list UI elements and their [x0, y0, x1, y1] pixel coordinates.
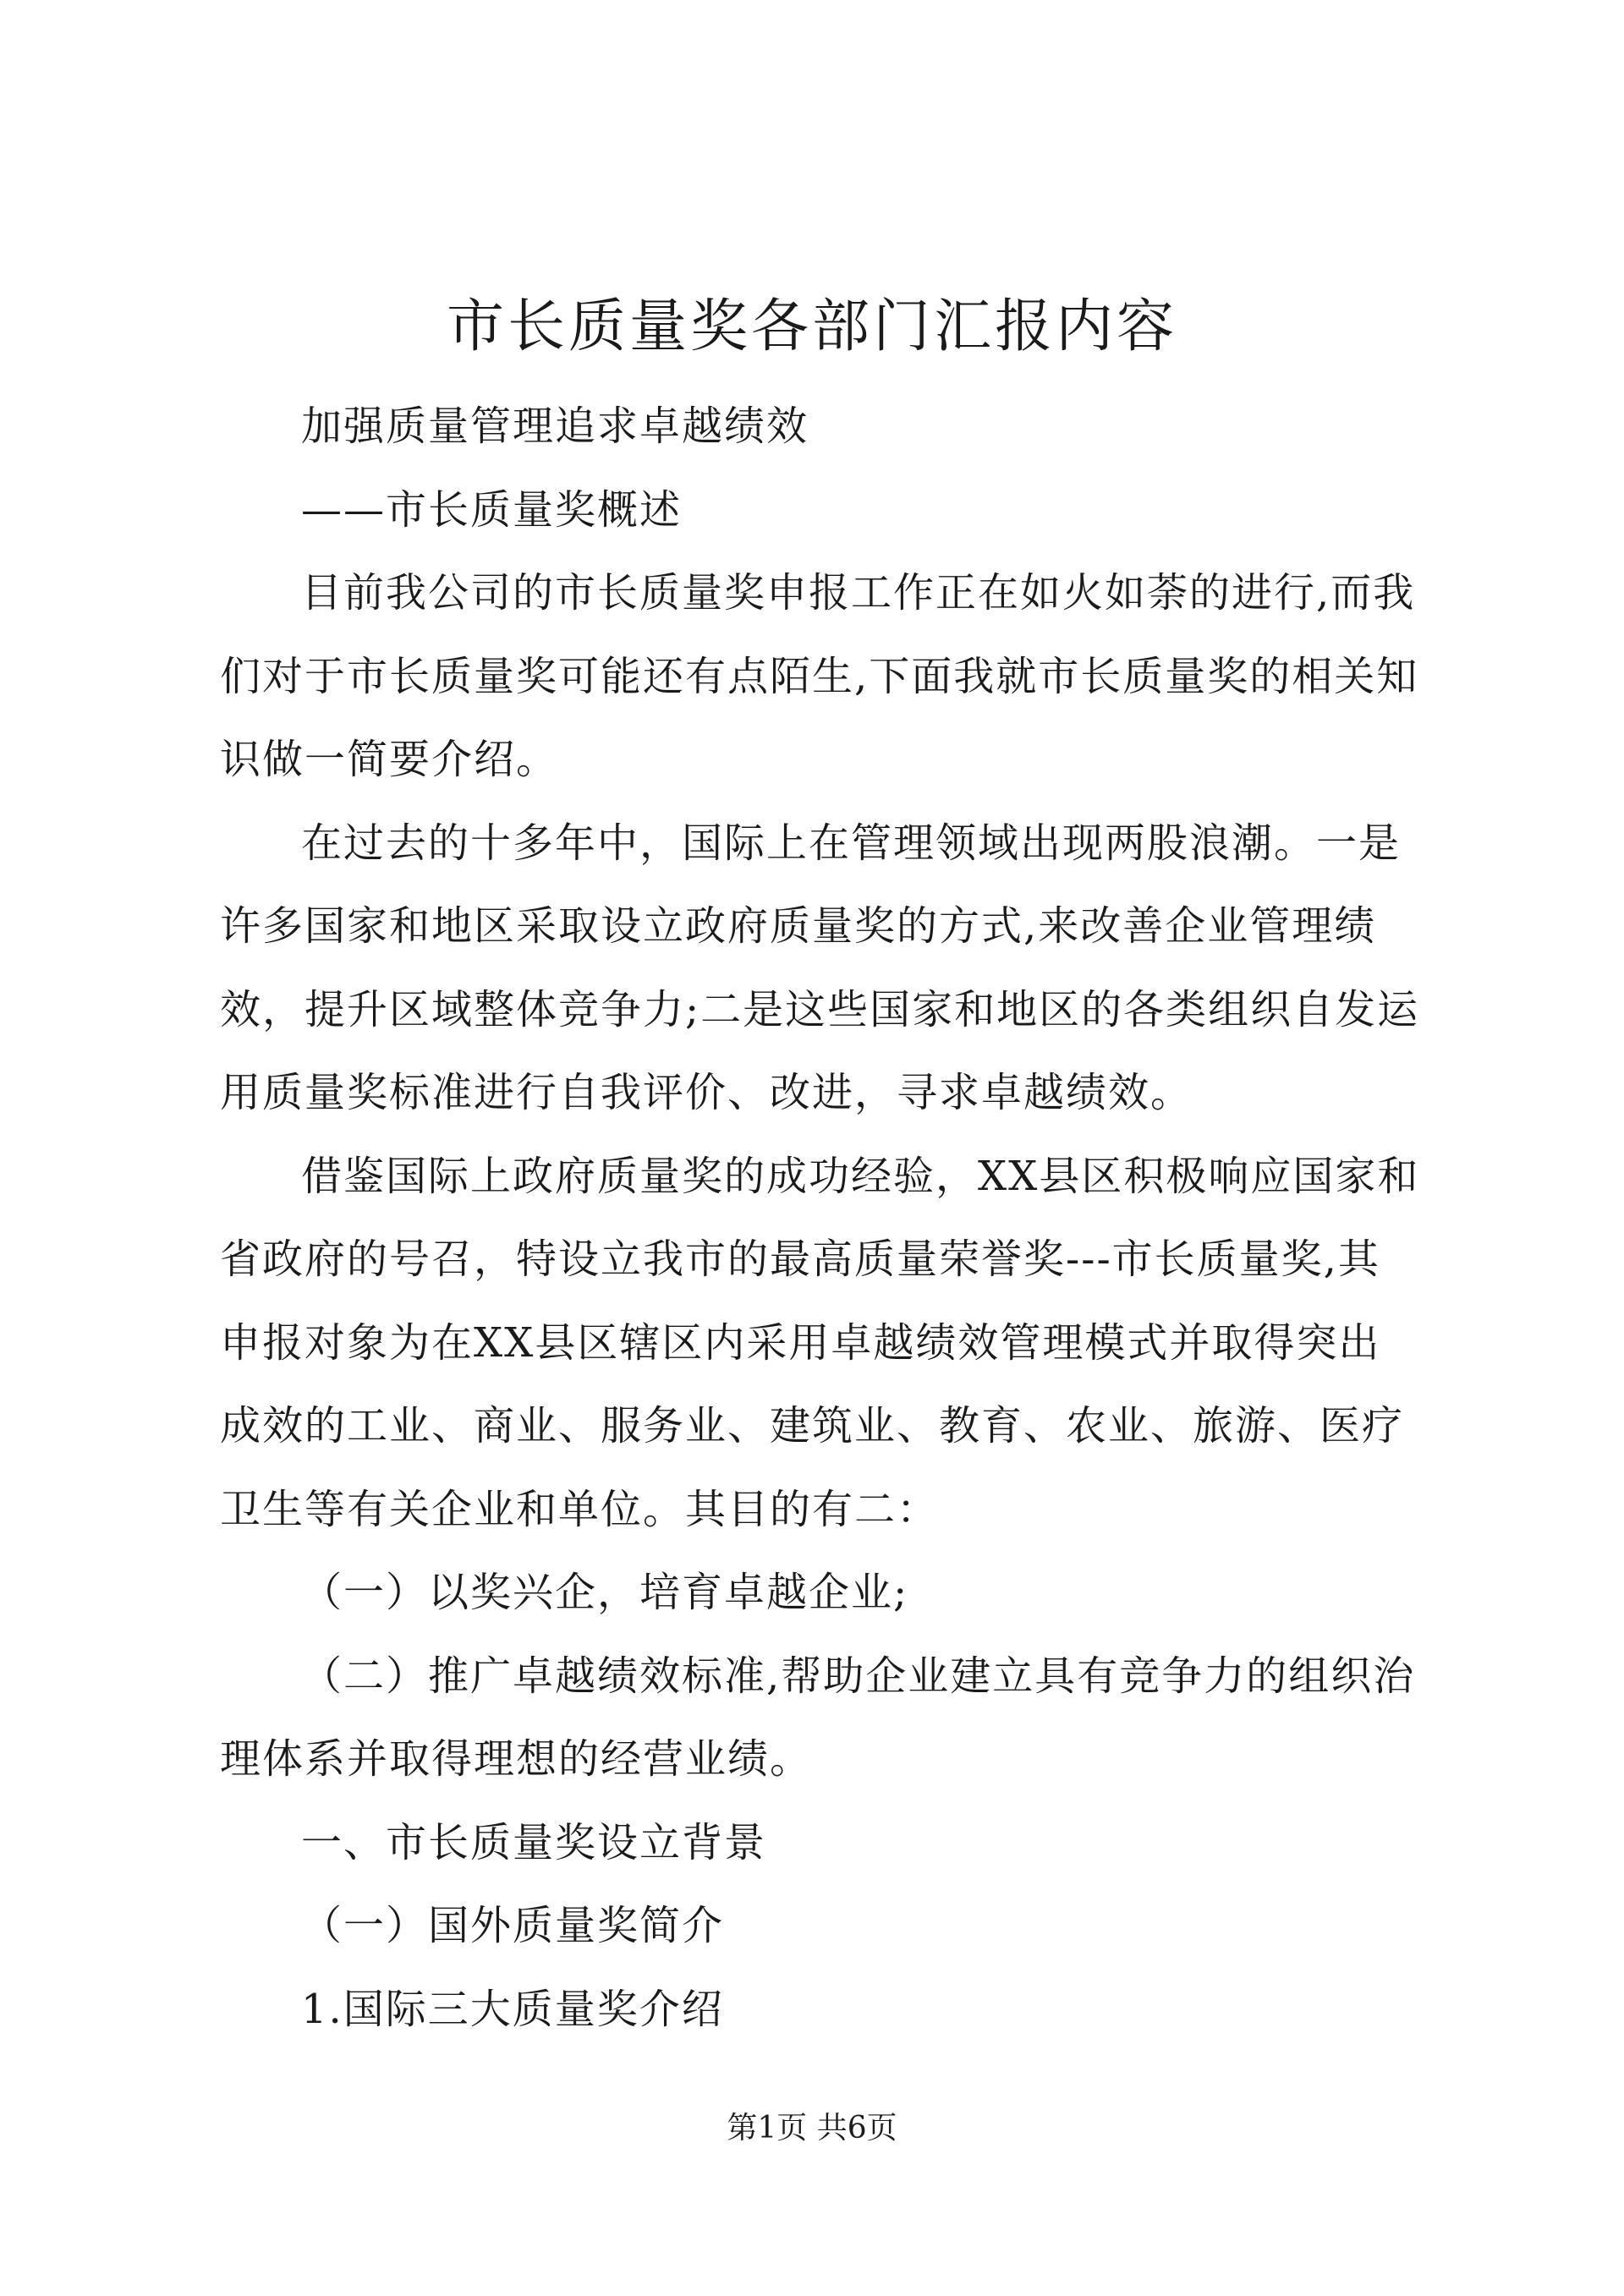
body-paragraph: 借鉴国际上政府质量奖的成功经验，XX县区积极响应国家和省政府的号召，特设立我市的最高质量荣誉奖---市长质量奖,其申报对象为在XX县区辖区内采用卓越绩效管理模式并取得突出成效的工业、商业、服务业、建筑业、教育、农业、旅游、医疗卫生等有关企业和单位。其目的有二： [220, 1152, 1420, 1533]
body-paragraph: 在过去的十多年中，国际上在管理领域出现两股浪潮。一是许多国家和地区采取设立政府质量奖的方式,来改善企业管理绩效，提升区域整体竞争力;二是这些国家和地区的各类组织自发运用质量奖标准进行自我评价、改进，寻求卓越绩效。 [220, 819, 1420, 1116]
subtitle-overview-line: ——市长质量奖概述 [301, 485, 683, 534]
list-item: （二）推广卓越绩效标准,帮助企业建立具有竞争力的组织治理体系并取得理想的经营业绩。 [220, 1652, 1416, 1783]
document-body [220, 385, 1421, 2051]
list-item: （一）以奖兴企，培育卓越企业; [301, 1569, 909, 1616]
body-paragraph: 目前我公司的市长质量奖申报工作正在如火如荼的进行,而我们对于市长质量奖可能还有点陌生,下面我就市长质量奖的相关知识做一简要介绍。 [220, 569, 1419, 783]
page-number-footer: 第1页 共6页 [727, 2111, 897, 2145]
section-heading: 一、市长质量奖设立背景 [301, 1818, 767, 1866]
subtitle-line: 加强质量管理追求卓越绩效 [301, 403, 809, 450]
subsection-heading: （一）国外质量奖简介 [301, 1902, 725, 1949]
sub-subsection-heading: 1.国际三大质量奖介绍 [301, 1985, 724, 2033]
page-title: 市长质量奖各部门汇报内容 [446, 293, 1177, 360]
